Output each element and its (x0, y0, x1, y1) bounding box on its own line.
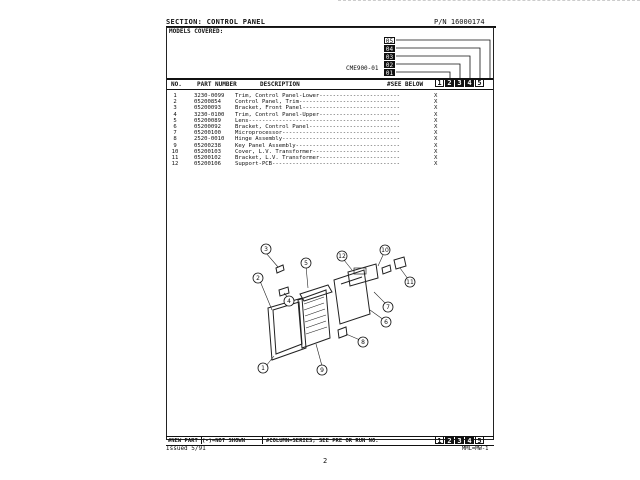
row-no: 6 (173, 123, 177, 130)
row-part: 05200102 (194, 154, 221, 161)
row-desc: Microprocessor----------------------------------- (235, 130, 401, 137)
callout-12 (337, 251, 347, 261)
col-see-below-header: #SEE BELOW (387, 81, 424, 88)
row-mark: X (434, 130, 438, 137)
footer-column-5: 5 (475, 436, 484, 444)
column-number-4: 4 (465, 78, 474, 87)
pcb-support-part (348, 264, 378, 286)
column-note: #COLUMN=SERIES, SEE PRE OR RUN NO. (266, 438, 379, 444)
callout-5 (301, 258, 311, 268)
series-code-04: 04 (385, 46, 394, 53)
row-desc: Lens--------------------------------------------- (235, 117, 401, 124)
svg-text:2: 2 (256, 275, 260, 282)
row-desc: Trim, Control Panel-Lower------------------------ (235, 93, 401, 99)
series-code-05: 05 (385, 38, 394, 45)
callout-3 (261, 244, 271, 254)
svg-text:12: 12 (338, 253, 346, 260)
part-number-header: P/N 16000174 (434, 18, 485, 26)
row-mark: X (434, 105, 438, 112)
row-part: 05200238 (194, 142, 221, 149)
series-code-01: 01 (385, 70, 394, 77)
row-no: 11 (171, 154, 179, 161)
model-code: CME900-01 (346, 65, 379, 72)
row-part: 05200093 (194, 105, 221, 112)
row-desc: Bracket, L.V. Transformer------------------------ (235, 154, 401, 161)
upper-trim-part (279, 287, 289, 296)
page-number: 2 (323, 457, 328, 465)
series-code-02: 02 (385, 62, 394, 69)
footer-divider (262, 436, 263, 444)
column-number-boxes (435, 78, 484, 87)
row-part: 3230-0100 (194, 111, 225, 118)
row-desc: Key Panel Assembly------------------------------- (235, 142, 401, 149)
row-desc: Trim, Control Panel-Upper------------------------ (235, 111, 401, 118)
row-part: 05200103 (194, 148, 221, 155)
footer-column-boxes (435, 436, 484, 444)
svg-text:4: 4 (287, 298, 291, 305)
row-part: 05200089 (194, 117, 221, 124)
row-no: 9 (173, 142, 177, 149)
document-reference: MML=MW-1 (462, 446, 489, 452)
col-description-header: DESCRIPTION (260, 81, 300, 88)
scan-edge-line (338, 0, 640, 2)
callout-11 (405, 277, 415, 287)
callout-6 (381, 317, 391, 327)
row-desc: Bracket, Control Panel--------------------------- (235, 123, 401, 130)
exploded-parts-diagram (246, 238, 426, 378)
svg-text:7: 7 (386, 304, 390, 311)
issued-date: Issued 5/91 (166, 445, 206, 452)
svg-text:11: 11 (406, 279, 414, 286)
section-title: SECTION: CONTROL PANEL (166, 18, 266, 26)
row-desc: Bracket, Front Panel----------------------------- (235, 105, 401, 112)
row-desc: Support-PCB-------------------------------------- (235, 161, 401, 168)
column-number-2: 2 (445, 78, 454, 87)
svg-text:1: 1 (261, 365, 265, 372)
row-part: 05200100 (194, 130, 221, 137)
transformer-bracket-part (394, 257, 406, 269)
row-no: 7 (173, 130, 177, 137)
col-no-header: NO. (171, 81, 182, 88)
row-mark: X (434, 142, 438, 149)
row-mark: X (434, 154, 438, 161)
callout-10 (380, 245, 390, 255)
row-no: 1 (173, 93, 177, 99)
row-mark: X (434, 136, 438, 143)
callout-8 (358, 337, 368, 347)
row-part: 3230-0099 (194, 93, 225, 99)
row-mark: X (434, 117, 438, 124)
not-shown-legend: (-)=NOT SHOWN (202, 438, 246, 444)
row-desc: Control Panel, Trim------------------------------ (235, 99, 401, 106)
row-mark: X (434, 111, 438, 118)
row-no: 5 (173, 117, 177, 124)
row-no: 2 (173, 99, 177, 106)
callout-4 (284, 296, 294, 306)
svg-text:9: 9 (320, 367, 324, 374)
callout-9 (317, 365, 327, 375)
row-desc: Cover, L.V. Transformer-------------------------- (235, 148, 401, 155)
row-mark: X (434, 99, 438, 106)
transformer-cover-part (382, 265, 391, 274)
row-part: 05200092 (194, 123, 221, 130)
footer-column-1: 1 (435, 436, 444, 444)
col-part-number-header: PART NUMBER (197, 81, 237, 88)
callout-2 (253, 273, 263, 283)
footer-column-4: 4 (465, 436, 474, 444)
footer-column-2: 2 (445, 436, 454, 444)
new-part-legend: #NEW PART (168, 438, 198, 444)
series-code-03: 03 (385, 54, 394, 61)
row-mark: X (434, 148, 438, 155)
svg-text:8: 8 (361, 339, 365, 346)
callout-1 (258, 363, 268, 373)
row-no: 8 (173, 136, 177, 143)
footer-divider (201, 436, 202, 444)
svg-text:5: 5 (304, 260, 308, 267)
row-desc: Hinge Assembly----------------------------------- (235, 136, 401, 143)
column-number-3: 3 (455, 78, 464, 87)
row-mark: X (434, 93, 438, 99)
column-number-1: 1 (435, 78, 444, 87)
row-part: 05200106 (194, 161, 221, 168)
row-part: 2520-0010 (194, 136, 225, 143)
svg-text:10: 10 (381, 247, 389, 254)
svg-text:6: 6 (384, 319, 388, 326)
models-covered-label: MODELS COVERED: (169, 28, 224, 35)
footer-column-3: 3 (455, 436, 464, 444)
row-no: 10 (171, 148, 179, 155)
svg-text:3: 3 (264, 246, 268, 253)
column-number-5: 5 (475, 78, 484, 87)
hinge-part (338, 327, 347, 338)
control-bracket-part (334, 270, 370, 324)
row-no: 12 (171, 161, 179, 168)
row-no: 4 (173, 111, 177, 118)
callout-7 (383, 302, 393, 312)
row-part: 05200854 (194, 99, 221, 106)
row-no: 3 (173, 105, 177, 112)
row-mark: X (434, 123, 438, 130)
row-mark: X (434, 161, 438, 168)
